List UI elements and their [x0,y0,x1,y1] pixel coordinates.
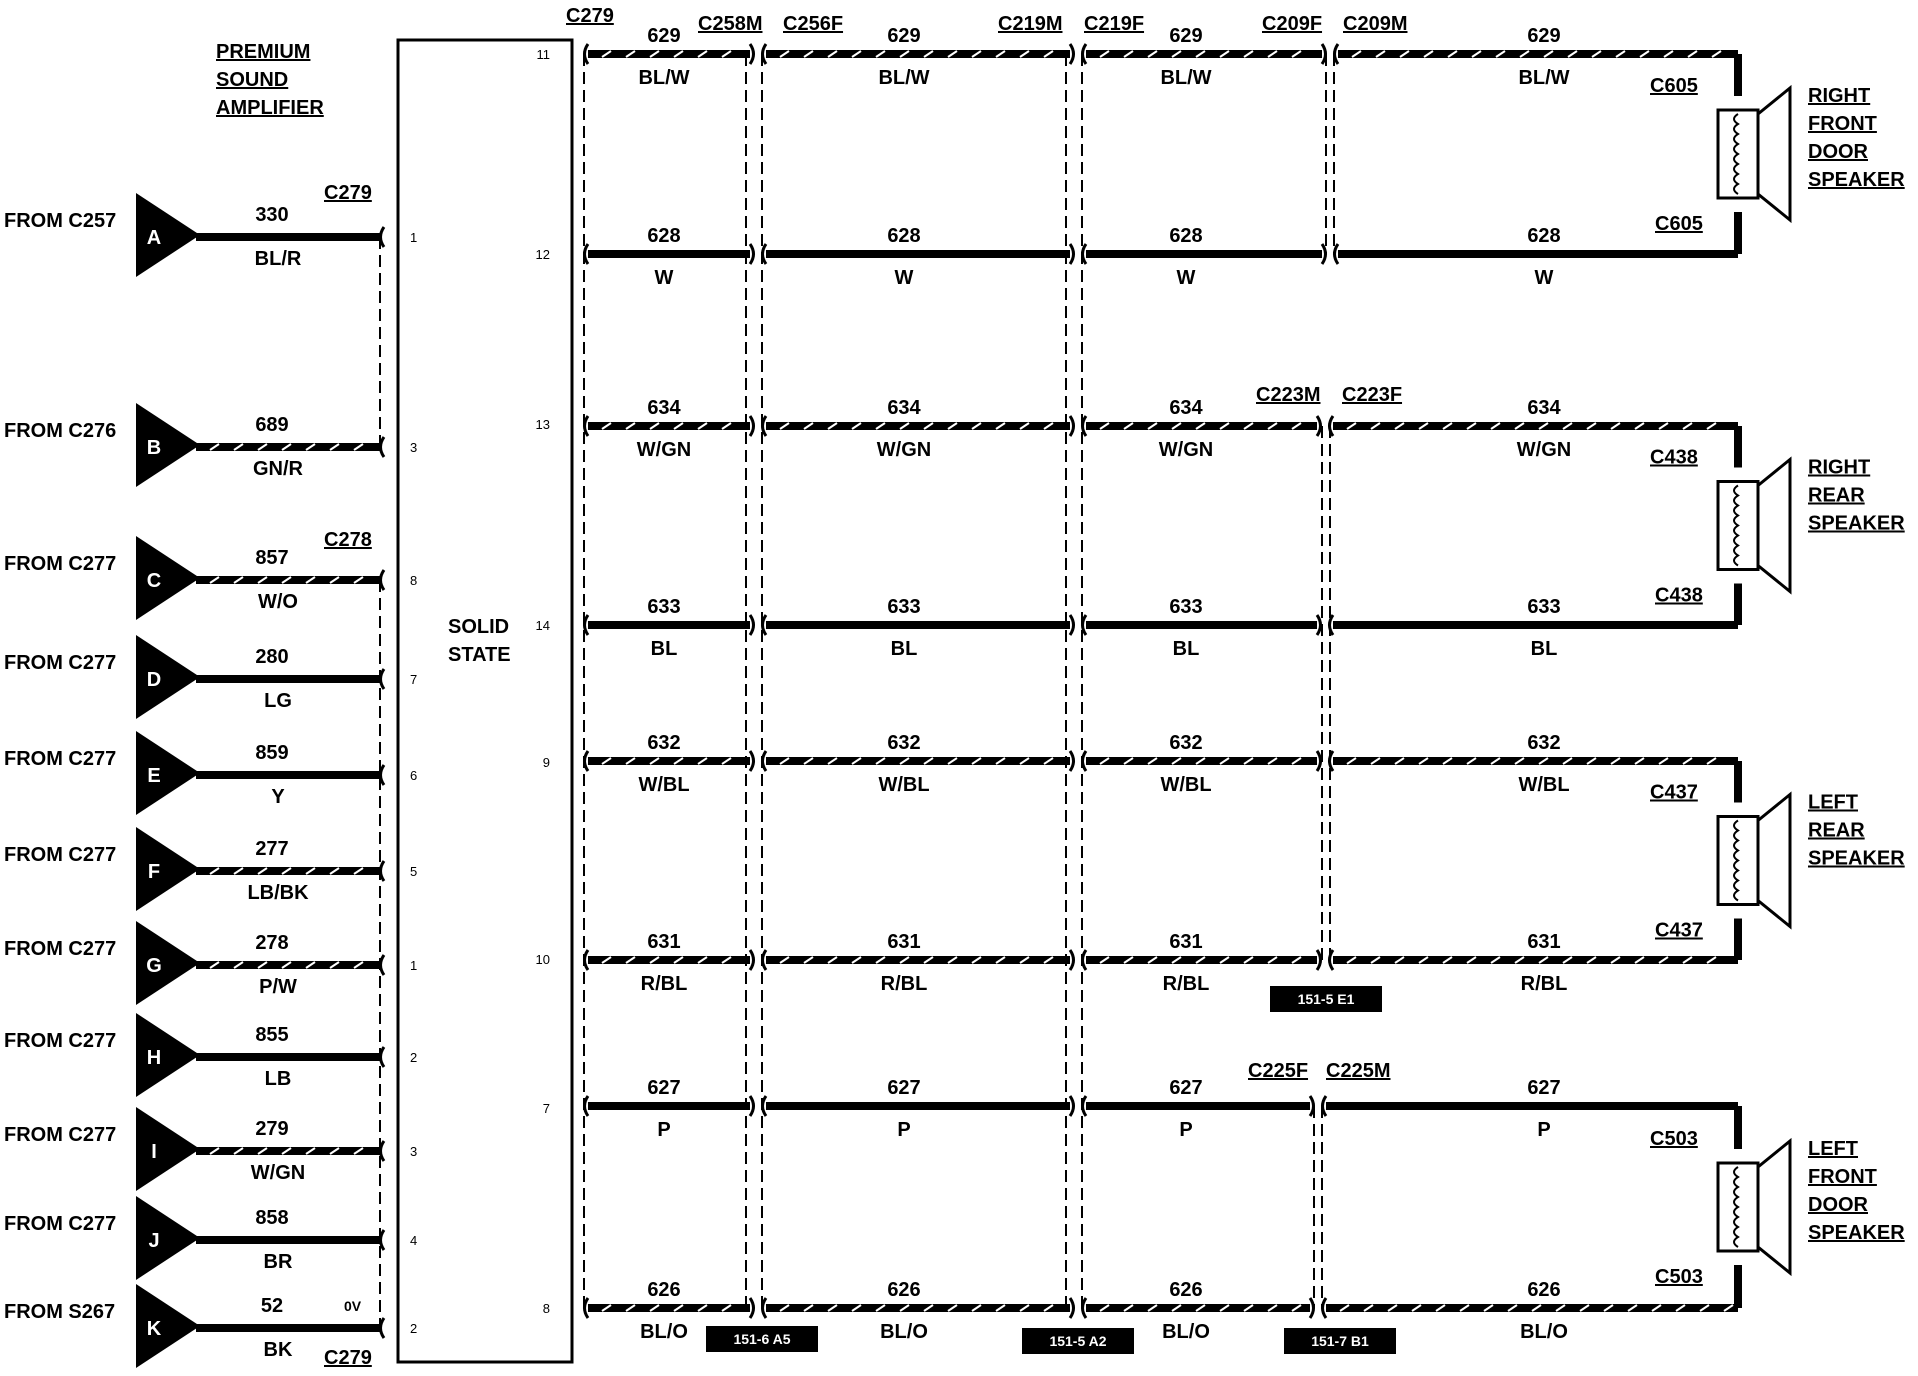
amplifier-title [216,41,324,119]
speaker [1650,761,1905,960]
connector-mark [585,751,589,771]
connector-mark [1083,751,1087,771]
input-wire-color: W/GN [250,1162,306,1184]
connector-mark [750,244,754,264]
input-terminal-triangle [136,635,200,719]
output-wire-color: W/BL [878,774,930,796]
input-terminal-letter: B [146,437,162,459]
output-circuit-number: 631 [887,931,921,953]
input-source-label: FROM C277 [4,553,117,575]
connector-mark [585,44,589,64]
input-terminal-letter: G [146,955,162,977]
page-ref-label: 151-6 A5 [733,1331,791,1347]
input-source-label: FROM C277 [4,748,117,770]
output-connector-label: C256F [783,13,844,35]
speaker [1650,1106,1905,1308]
connector-mark [1317,416,1321,436]
output-wires-layer [536,25,1738,1343]
speakers-layer [1650,54,1905,1308]
connector-mark [763,950,767,970]
output-circuit-number: 633 [1169,596,1203,618]
output-wire-color: W/GN [1158,439,1214,461]
output-row [543,732,1738,796]
input-source-label: FROM C277 [4,1030,117,1052]
connector-mark [763,244,767,264]
speaker-cone [1758,88,1790,220]
input-row [4,635,417,719]
output-wire-color: W/GN [636,439,692,461]
inline-connector-label: C225F [1248,1060,1309,1082]
output-wire-color: W/BL [638,774,690,796]
output-wire-color: BL/O [880,1321,928,1343]
connector-mark [381,1047,385,1067]
output-circuit-number: 627 [887,1077,921,1099]
speaker-name-line: FRONT [1808,113,1877,135]
connector-mark [1317,615,1321,635]
output-wire-color: W [654,267,674,289]
output-circuit-number: 629 [1527,25,1561,47]
output-circuit-number: 627 [647,1077,681,1099]
output-row [536,397,1738,461]
amplifier-title-line: SOUND [216,69,289,91]
amplifier-pin-number: 7 [410,672,418,687]
input-row [4,193,417,277]
output-wire-color: BL [650,638,678,660]
output-circuit-number: 631 [647,931,681,953]
speaker-name-line: SPEAKER [1808,169,1905,191]
output-row [543,1077,1738,1141]
output-wire-color: W/GN [1516,439,1572,461]
input-source-label: FROM C277 [4,1213,117,1235]
connector-mark [1323,1298,1327,1318]
input-row [4,921,417,1005]
output-circuit-number: 627 [1527,1077,1561,1099]
output-wire-color: BL/O [1162,1321,1210,1343]
connector-mark [1083,950,1087,970]
connector-mark [1070,1096,1074,1116]
input-circuit-number: 52 [260,1295,284,1317]
output-connector-label: C258M [698,13,763,35]
amplifier-pin-number: 14 [535,618,550,633]
output-circuit-number: 628 [887,225,921,247]
connector-mark [763,1096,767,1116]
page-ref-badge [1270,986,1382,1012]
input-source-label: FROM C277 [4,1124,117,1146]
input-wire-color: BL/R [254,248,302,270]
output-wire-color: P [897,1119,911,1141]
connector-mark [1317,950,1321,970]
inline-connector-label: C223M [1256,384,1321,406]
input-connector-label: C279 [324,1347,372,1369]
connector-mark [381,861,385,881]
input-circuit-number: 858 [255,1207,289,1229]
connector-mark [750,615,754,635]
amplifier-pin-number: 2 [410,1321,418,1336]
input-terminal-letter: C [146,570,162,592]
connector-mark [1083,615,1087,635]
output-circuit-number: 632 [887,732,921,754]
amplifier-pin-number: 3 [410,440,418,455]
amplifier-pin-number: 8 [542,1301,550,1316]
input-source-label: FROM C276 [4,420,117,442]
output-row [536,225,1738,289]
input-connector-label: C279 [324,182,372,204]
connector-mark [750,751,754,771]
output-circuit-number: 626 [1527,1279,1561,1301]
input-terminal-letter: I [151,1141,157,1163]
output-circuit-number: 628 [1169,225,1203,247]
input-circuit-number: 857 [255,547,289,569]
input-terminal-letter: E [147,765,161,787]
connector-mark [585,1298,589,1318]
speaker-connector-label: C503 [1655,1266,1703,1288]
output-wire-color: BL/W [878,67,930,89]
speaker-connector-label: C605 [1650,75,1698,97]
output-wire-color: R/BL [1162,973,1210,995]
output-wire-color: BL/O [640,1321,688,1343]
connector-mark [381,437,385,457]
output-circuit-number: 632 [1169,732,1203,754]
output-circuit-number: 634 [647,397,681,419]
connector-mark [1083,1096,1087,1116]
input-wire-color: W/O [258,591,298,613]
input-row [4,731,417,815]
output-wire-color: W [1176,267,1196,289]
input-source-label: FROM C277 [4,652,117,674]
amplifier-body-label: STATE [448,644,511,666]
connector-mark [381,227,385,247]
connector-mark [763,751,767,771]
speaker-name-line: RIGHT [1808,85,1871,107]
speaker-connector-label: C605 [1655,213,1703,235]
output-circuit-number: 634 [1169,397,1203,419]
output-circuit-number: 628 [647,225,681,247]
input-row [4,1107,417,1191]
connector-mark [1335,244,1339,264]
input-wire-color: BR [263,1251,293,1273]
connector-mark [763,416,767,436]
speaker-name-line: DOOR [1808,141,1868,163]
output-circuit-number: 628 [1527,225,1561,247]
connector-mark [1083,416,1087,436]
output-wire-color: BL [890,638,918,660]
input-terminal-letter: A [146,227,162,249]
connector-mark [381,1318,385,1338]
output-connector-label: C209F [1262,13,1323,35]
output-row [536,931,1738,995]
amplifier-pin-number: 12 [535,247,550,262]
input-terminal-triangle [136,193,200,277]
connector-mark [585,416,589,436]
amplifier-pin-number: 1 [410,958,418,973]
output-wire-color: BL/W [1518,67,1570,89]
speaker-name-line: SPEAKER [1808,1222,1905,1244]
connector-mark [1070,615,1074,635]
connector-mark [763,615,767,635]
input-terminal-triangle [136,1284,200,1368]
inline-connector-label: C225M [1326,1060,1391,1082]
input-circuit-number: 330 [255,204,289,226]
input-row [4,403,417,487]
output-circuit-number: 631 [1527,931,1561,953]
speaker-connector-label: C437 [1650,781,1698,804]
speaker-connector-label: C437 [1655,919,1703,942]
output-circuit-number: 627 [1169,1077,1203,1099]
page-ref-label: 151-5 A2 [1049,1333,1107,1349]
connector-mark [750,950,754,970]
output-wire-color: W [894,267,914,289]
speaker-connector-label: C438 [1655,584,1703,607]
output-wire-color: BL/W [638,67,690,89]
connector-mark [750,1096,754,1116]
input-circuit-number: 278 [255,932,289,954]
connector-mark [763,44,767,64]
input-terminal-triangle [136,827,200,911]
page-ref-badge [1022,1328,1134,1354]
input-terminal-letter: F [147,861,161,883]
output-wire-color: BL [1530,638,1558,660]
input-wire-color: Y [271,786,285,808]
page-refs-layer [706,986,1396,1354]
output-circuit-number: 629 [887,25,921,47]
output-connector-label: C209M [1343,13,1408,35]
input-source-label: FROM C257 [4,210,117,232]
connector-mark [750,1298,754,1318]
connector-mark [1335,44,1339,64]
connector-mark [750,44,754,64]
speaker-cone [1758,1141,1790,1273]
input-circuit-number: 280 [255,646,289,668]
amplifier-pin-number: 9 [542,755,550,770]
input-circuit-number: 855 [255,1024,289,1046]
input-circuit-number: 859 [255,742,289,764]
speaker-name-line: SPEAKER [1808,512,1905,535]
speaker-name-line: SPEAKER [1808,847,1905,870]
speaker-name-line: DOOR [1808,1194,1868,1216]
input-source-label: FROM S267 [4,1301,116,1323]
connector-mark [1323,1096,1327,1116]
amplifier-pin-number: 6 [410,768,418,783]
input-circuit-number: 279 [255,1118,289,1140]
speaker-name-line: REAR [1808,819,1865,842]
input-wire-color: LG [264,690,292,712]
speaker-name-line: LEFT [1808,1138,1858,1160]
output-wire-color: R/BL [880,973,928,995]
connector-mark [585,1096,589,1116]
input-terminal-triangle [136,1196,200,1280]
input-source-label: FROM C277 [4,938,117,960]
connector-mark [1083,1298,1087,1318]
output-connector-label: C219M [998,13,1063,35]
connector-mark [1322,244,1326,264]
output-circuit-number: 634 [1527,397,1561,419]
output-circuit-number: 626 [887,1279,921,1301]
input-terminal-triangle [136,536,200,620]
output-wire-color: BL [1172,638,1200,660]
output-wire-color: BL/O [1520,1321,1568,1343]
amplifier-pin-number: 5 [410,864,418,879]
amplifier-title-line: AMPLIFIER [216,97,324,119]
page-ref-label: 151-7 B1 [1311,1333,1369,1349]
input-row [4,1196,417,1280]
output-circuit-number: 626 [1169,1279,1203,1301]
input-terminal-triangle [136,1013,200,1097]
output-circuit-number: 629 [1169,25,1203,47]
amplifier-pin-number: 11 [536,47,550,62]
amplifier-pin-number: 7 [542,1101,550,1116]
speaker-connector-label: C503 [1650,1128,1698,1150]
amplifier-pin-number: 3 [410,1144,418,1159]
input-terminal-triangle [136,1107,200,1191]
input-connector-label: C278 [324,529,372,551]
output-connector-label: C219F [1084,13,1145,35]
speaker [1650,54,1905,254]
connector-mark [1070,44,1074,64]
amplifier-pin-number: 13 [535,417,550,432]
connector-mark [381,955,385,975]
output-circuit-number: 633 [647,596,681,618]
output-wire-color: W [1534,267,1554,289]
input-terminal-letter: H [146,1047,162,1069]
connector-mark [1310,1096,1314,1116]
output-circuit-number: 634 [887,397,921,419]
connector-mark [1083,244,1087,264]
connector-mark [1070,751,1074,771]
page-ref-badge [1284,1328,1396,1354]
output-circuit-number: 633 [1527,596,1561,618]
amplifier-pin-number: 2 [410,1050,418,1065]
ground-voltage-note: 0V [344,1298,362,1314]
connector-mark [1070,244,1074,264]
input-terminal-triangle [136,403,200,487]
amplifier-pin-number: 4 [410,1233,418,1248]
amplifier-body-label: SOLID [448,616,510,638]
connector-mark [585,244,589,264]
input-circuit-number: 277 [255,838,289,860]
output-wire-color: BL/W [1160,67,1212,89]
connector-mark [1317,751,1321,771]
output-wire-color: W/BL [1160,774,1212,796]
speaker-cone [1758,460,1790,592]
input-row [4,827,417,911]
speaker-name-line: LEFT [1808,791,1858,814]
connector-mark [381,669,385,689]
input-terminal-letter: K [146,1318,162,1340]
connector-mark [381,570,385,590]
connector-mark [585,615,589,635]
amplifier-pin-number: 8 [410,573,418,588]
output-circuit-number: 626 [647,1279,681,1301]
amplifier-title-line: PREMIUM [216,41,311,63]
input-wire-color: GN/R [253,458,303,480]
output-circuit-number: 631 [1169,931,1203,953]
connector-mark [1322,44,1326,64]
output-wire-color: P [657,1119,671,1141]
output-circuit-number: 632 [1527,732,1561,754]
input-wire-color: P/W [259,976,297,998]
speaker-cone [1758,795,1790,927]
connector-mark [381,1141,385,1161]
speaker-name-line: RIGHT [1808,456,1871,479]
input-wires-layer [4,193,417,1368]
connector-mark [763,1298,767,1318]
input-wire-color: LB [264,1068,292,1090]
output-circuit-number: 632 [647,732,681,754]
output-connector-label: C279 [566,5,614,27]
input-terminal-triangle [136,731,200,815]
input-terminal-letter: J [148,1230,160,1252]
connector-mark [381,765,385,785]
connector-mark [1070,950,1074,970]
output-wire-color: W/BL [1518,774,1570,796]
connector-mark [585,950,589,970]
output-wire-color: W/GN [876,439,932,461]
input-source-label: FROM C277 [4,844,117,866]
connector-mark [750,416,754,436]
output-row [536,596,1738,660]
input-terminal-letter: D [146,669,162,691]
page-ref-label: 151-5 E1 [1297,991,1355,1007]
output-wire-color: P [1179,1119,1193,1141]
output-wire-color: R/BL [1520,973,1568,995]
connector-mark [1083,44,1087,64]
input-wire-color: LB/BK [247,882,309,904]
amplifier-pin-number: 1 [410,230,418,245]
input-row [4,1013,417,1097]
input-wire-color: BK [263,1339,293,1361]
connector-mark [381,1230,385,1250]
page-ref-badge [706,1326,818,1352]
output-circuit-number: 633 [887,596,921,618]
inline-connector-label: C223F [1342,384,1403,406]
input-circuit-number: 689 [255,414,289,436]
speaker-name-line: FRONT [1808,1166,1877,1188]
output-wire-color: P [1537,1119,1551,1141]
connector-mark [1310,1298,1314,1318]
speaker-name-line: REAR [1808,484,1865,507]
speaker [1650,426,1905,625]
speaker-connector-label: C438 [1650,446,1698,469]
connector-mark [1070,1298,1074,1318]
amplifier-pin-number: 10 [535,952,550,967]
output-circuit-number: 629 [647,25,681,47]
amplifier-box [398,40,572,1362]
output-wire-color: R/BL [640,973,688,995]
connector-mark [1070,416,1074,436]
